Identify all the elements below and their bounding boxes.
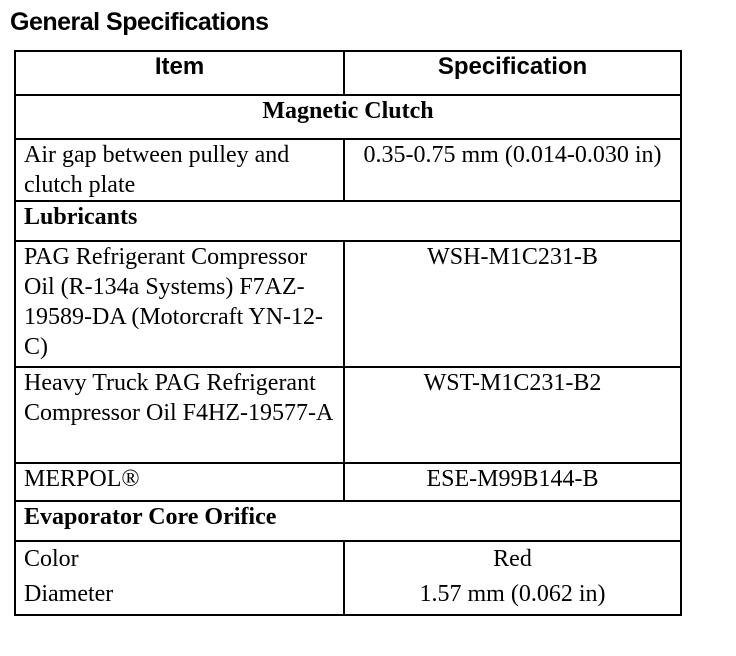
section-row-evaporator bbox=[15, 501, 681, 541]
item-label-color: Color bbox=[24, 546, 79, 572]
table-row bbox=[15, 367, 681, 463]
section-title-lubricants: Lubricants bbox=[15, 201, 681, 241]
spec-cell-pag-oil: WSH-M1C231-B bbox=[344, 241, 681, 367]
table-row bbox=[15, 541, 681, 615]
spec-cell-merpol: ESE-M99B144-B bbox=[344, 463, 681, 501]
table-row bbox=[15, 241, 681, 367]
spec-cell-air-gap: 0.35-0.75 mm (0.014-0.030 in) bbox=[344, 139, 681, 201]
column-header-specification: Specification bbox=[344, 51, 681, 95]
spec-cell-heavy-truck: WST-M1C231-B2 bbox=[344, 367, 681, 463]
table-row bbox=[15, 139, 681, 201]
spec-value-diameter: 1.57 mm (0.062 in) bbox=[419, 581, 606, 607]
section-row-lubricants bbox=[15, 201, 681, 241]
column-header-item: Item bbox=[15, 51, 344, 95]
table-header-row bbox=[15, 51, 681, 95]
spec-cell-evaporator bbox=[344, 541, 681, 615]
item-cell-heavy-truck: Heavy Truck PAG Refrigerant Compressor Oil F4HZ-19577-A bbox=[15, 367, 344, 463]
item-cell-evaporator bbox=[15, 541, 344, 615]
spec-value-color: Red bbox=[493, 546, 532, 572]
specifications-table bbox=[14, 50, 682, 616]
page-title: General Specifications bbox=[10, 8, 269, 36]
item-cell-merpol: MERPOL® bbox=[15, 463, 344, 501]
table-row bbox=[15, 463, 681, 501]
section-title-magnetic-clutch: Magnetic Clutch bbox=[15, 95, 681, 139]
item-label-diameter: Diameter bbox=[24, 581, 114, 607]
section-title-evaporator: Evaporator Core Orifice bbox=[15, 501, 681, 541]
item-cell-pag-oil: PAG Refrigerant Compressor Oil (R-134a Systems) F7AZ-19589-DA (Motorcraft YN-12-C) bbox=[15, 241, 344, 367]
section-row-magnetic-clutch bbox=[15, 95, 681, 139]
item-cell-air-gap: Air gap between pulley and clutch plate bbox=[15, 139, 344, 201]
